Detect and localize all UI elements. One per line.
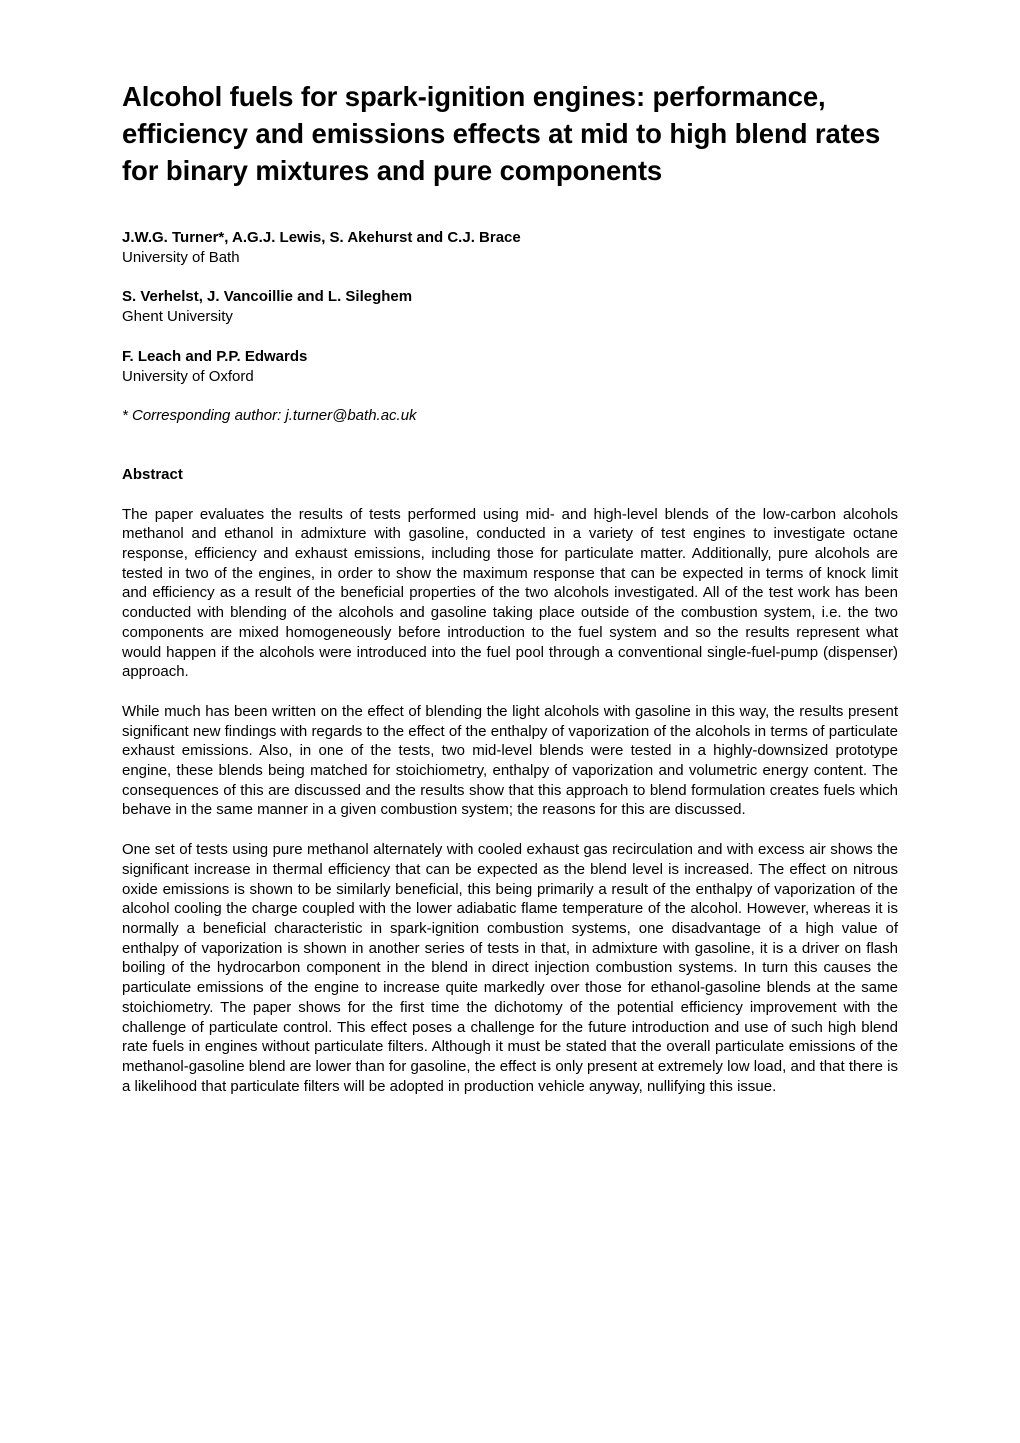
affiliation-block-ghent: [122, 287, 898, 326]
affiliation-block-oxford: [122, 347, 898, 386]
institution-name: Ghent University: [122, 308, 233, 326]
institution-name: University of Bath: [122, 248, 240, 266]
corresponding-author-note: * Corresponding author: j.turner@bath.ac.uk: [122, 407, 417, 425]
paper-page: [122, 78, 898, 1096]
institution-name: University of Oxford: [122, 367, 254, 385]
abstract-paragraph: While much has been written on the effect of blending the light alcohols with gasoline in this way, the results present significant new findings with regards to the effect of the enthalpy of vaporization of the alcohols in terms of particulate exhaust emissions. Also, in one of the tests, two mid-level blends were tested in a highly-downsized prototype engine, these blends being matched for stoichiometry, enthalpy of vaporization and volumetric energy content. The consequences of this are discussed and the results show that this approach to blend formulation creates fuels which behave in the same manner in a given combustion system; the reasons for this are discussed.: [122, 702, 898, 819]
author-list: F. Leach and P.P. Edwards: [122, 347, 308, 365]
author-list: J.W.G. Turner*, A.G.J. Lewis, S. Akehurst and C.J. Brace: [122, 229, 521, 246]
abstract-paragraph: One set of tests using pure methanol alternately with cooled exhaust gas recirculation and with excess air shows the significant increase in thermal efficiency that can be expected as the blend level is increased. The effect on nitrous oxide emissions is shown to be similarly beneficial, this being primarily a result of the enthalpy of vaporization of the alcohol cooling the charge coupled with the lower adiabatic flame temperature of the alcohol. However, whereas it is normally a beneficial characteristic in spark-ignition combustion systems, one disadvantage of a high value of enthalpy of vaporization is shown in another series of tests in that, in admixture with gasoline, it is a driver on flash boiling of the hydrocarbon component in the blend in direct injection combustion systems. In turn this causes the particulate emissions of the engine to increase quite markedly over those for ethanol-gasoline blends at the same stoichiometry. The paper shows for the first time the dichotomy of the potential efficiency improvement with the challenge of particulate control. This effect poses a challenge for the future introduction and use of such high blend rate fuels in engines without particulate filters. Although it must be stated that the overall particulate emissions of the methanol-gasoline blend are lower than for gasoline, the effect is only present at extremely low load, and that there is a likelihood that particulate filters will be adopted in production vehicle anyway, nullifying this issue.: [122, 841, 899, 1095]
affiliation-block-bath: [122, 228, 898, 267]
paper-title: Alcohol fuels for spark-ignition engines: performance, efficiency and emissions effects at mid to high blend rates for binary mixtures and pure components: [122, 81, 881, 186]
abstract-heading: Abstract: [122, 465, 183, 483]
author-list: S. Verhelst, J. Vancoillie and L. Sileghem: [122, 288, 413, 306]
abstract-paragraph: The paper evaluates the results of tests performed using mid- and high-level blends of the low-carbon alcohols methanol and ethanol in admixture with gasoline, conducted in a variety of test engines to investigate octane response, efficiency and exhaust emissions, including those for particulate matter. Additionally, pure alcohols are tested in two of the engines, in order to show the maximum response that can be expected in terms of knock limit and efficiency as a result of the beneficial properties of the two alcohols investigated. All of the test work has been conducted with blending of the alcohols and gasoline taking place outside of the combustion system, i.e. the two components are mixed homogeneously before introduction to the fuel system and so the results represent what would happen if the alcohols were introduced into the fuel pool through a conventional single-fuel-pump (dispenser) approach.: [122, 505, 898, 681]
